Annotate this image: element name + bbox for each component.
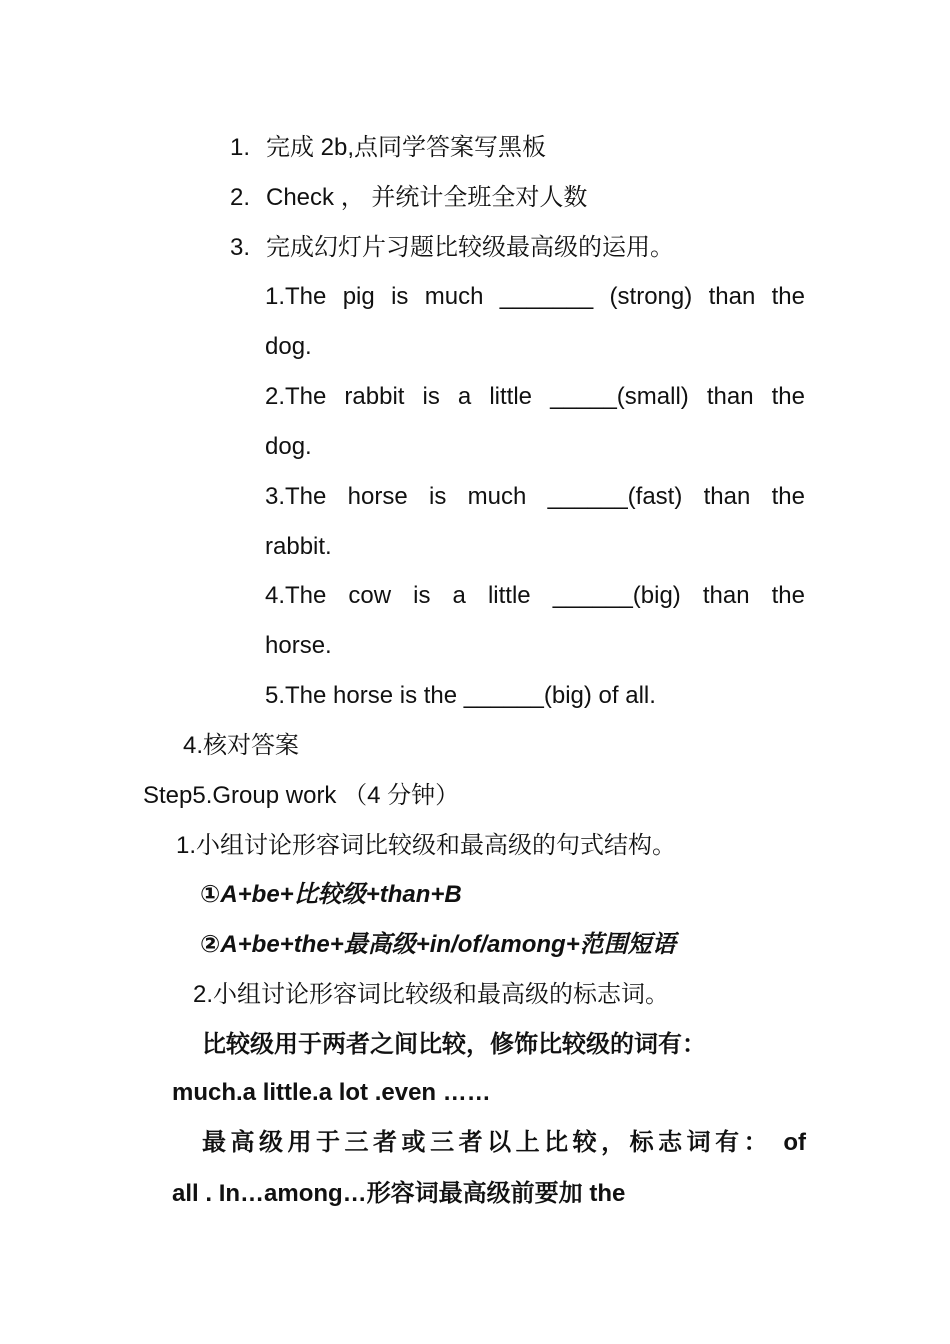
- step5-title: Step5.Group work （4 分钟）: [143, 782, 460, 809]
- exercise-3-line-2: rabbit.: [265, 533, 332, 560]
- step5-item-1: 1.小组讨论形容词比较级和最高级的句式结构。: [176, 832, 677, 859]
- exercise-2-line-1: 2.The rabbit is a little _____(small) than the: [265, 383, 805, 410]
- list-item-2: [230, 182, 587, 214]
- exercise-1-line-2: dog.: [265, 333, 312, 360]
- exercise-5: 5.The horse is the ______(big) of all.: [265, 682, 656, 709]
- exercise-4-line-1: 4.The cow is a little ______(big) than the: [265, 582, 805, 609]
- exercise-2-line-2: dog.: [265, 433, 312, 460]
- comparative-note-line-1: 比较级用于两者之间比较，修饰比较级的词有：: [202, 1031, 706, 1058]
- exercise-3-line-1: 3.The horse is much ______(fast) than the: [265, 483, 805, 510]
- list-number: 3.: [230, 234, 251, 261]
- list-text: Check ， 并统计全班全对人数: [266, 184, 588, 211]
- comparative-note-line-2: much.a little.a lot .even ……: [172, 1079, 491, 1106]
- list-item-1: [230, 132, 546, 164]
- exercise-1-line-1: 1.The pig is much _______ (strong) than the: [265, 283, 805, 310]
- superlative-note-line-1: 最高级用于三者或三者以上比较，标志词有： of: [202, 1129, 806, 1156]
- check-answers: 4.核对答案: [183, 732, 300, 759]
- list-number: 1.: [230, 134, 251, 161]
- formula-comparative: ①A+be+比较级+than+B: [200, 881, 462, 908]
- exercise-4-line-2: horse.: [265, 632, 332, 659]
- list-number: 2.: [230, 184, 251, 211]
- step5-item-2: 2.小组讨论形容词比较级和最高级的标志词。: [193, 981, 670, 1008]
- superlative-note-line-2: all . In…among…形容词最高级前要加 the: [172, 1180, 626, 1207]
- list-item-3: [230, 232, 674, 264]
- formula-superlative: ②A+be+the+最高级+in/of/among+范围短语: [200, 931, 676, 958]
- list-text: 完成 2b,点同学答案写黑板: [266, 134, 547, 161]
- list-text: 完成幻灯片习题比较级最高级的运用。: [266, 234, 674, 261]
